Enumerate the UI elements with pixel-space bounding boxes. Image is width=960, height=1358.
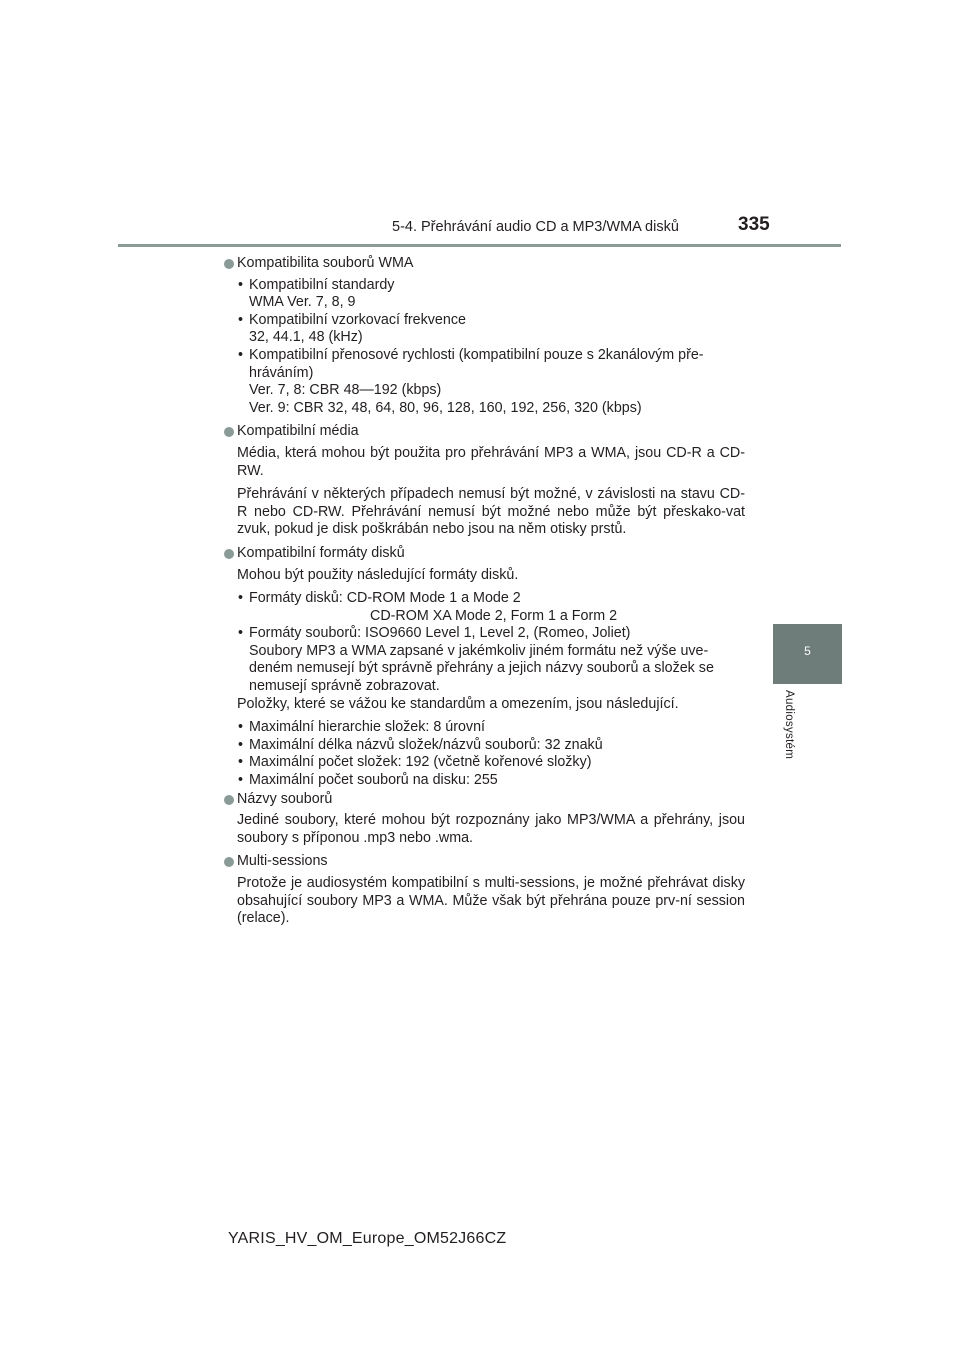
section-heading: Kompatibilita souborů WMA [237,255,414,271]
paragraph: Položky, které se vážou ke standardům a omezením, jsou následující. [237,695,679,712]
bullet-dot-icon [224,795,234,805]
document-code: YARIS_HV_OM_Europe_OM52J66CZ [228,1230,507,1247]
list-detail: deném nemusejí být správně přehrány a jejich názvy souborů a složek se [249,660,714,677]
page-number: 335 [738,214,770,235]
section-title: 5-4. Přehrávání audio CD a MP3/WMA disků [392,219,679,235]
multi-section [223,853,745,871]
section-heading: Kompatibilní formáty disků [237,544,405,561]
list-detail: Ver. 7, 8: CBR 48—192 (kbps) [249,382,442,399]
media-section [223,423,745,441]
paragraph: Média, která mohou být použita pro přehrávání MP3 a WMA, jsou CD-R a CD-RW. [237,444,745,479]
page-content [223,255,745,928]
section-heading: Kompatibilní média [237,423,359,440]
list-item: • Formáty disků: CD-ROM Mode 1 a Mode 2 [238,590,521,607]
list-item: • Kompatibilní přenosové rychlosti (kompatibilní pouze s 2kanálovým pře- [238,346,704,363]
paragraph: Mohou být použity následující formáty disků. [237,566,519,583]
paragraph: Jediné soubory, které mohou být rozpoznány jako MP3/WMA a přehrány, jsou soubory s příponou .mp3 nebo .wma. [237,812,745,846]
names-section [223,791,745,809]
list-detail: 32, 44.1, 48 (kHz) [249,329,363,346]
list-detail: WMA Ver. 7, 8, 9 [249,294,356,311]
bullet-dot-icon [224,549,234,559]
list-item: • Kompatibilní standardy [238,276,395,293]
bullet-dot-icon [224,259,234,269]
paragraph: Protože je audiosystém kompatibilní s multi-sessions, je možné přehrávat disky obsahující soubory MP3 a WMA. Může však být přehrána pouze prv-ní session (relace). [237,875,745,927]
list-detail: hráváním) [249,364,314,381]
paragraph: Přehrávání v některých případech nemusí být možné, v závislosti na stavu CD-R nebo CD-RW. Přehrávání nemusí být možné nebo může být přeskako-vat zvuk, pokud je disk poškrábán nebo jsou na něm otisky prstů. [237,486,745,538]
list-item: • Maximální délka názvů složek/názvů souborů: 32 znaků [238,736,603,753]
chapter-number: 5 [804,644,811,658]
section-heading: Názvy souborů [237,790,333,807]
list-detail: CD-ROM XA Mode 2, Form 1 a Form 2 [370,607,618,624]
list-detail: nemusejí správně zobrazovat. [249,678,440,695]
chapter-label: Audiosystém [783,690,795,760]
section-heading: Multi-sessions [237,853,328,870]
list-item: • Maximální hierarchie složek: 8 úrovní [238,719,485,736]
list-detail: Soubory MP3 a WMA zapsané v jakémkoliv jiném formátu než výše uve- [249,642,709,659]
limits-list [223,719,745,789]
list-detail: Ver. 9: CBR 32, 48, 64, 80, 96, 128, 160, 192, 256, 320 (kbps) [249,399,642,416]
list-item: • Maximální počet složek: 192 (včetně kořenové složky) [238,754,592,771]
chapter-tab [773,624,842,684]
list-item: • Formáty souborů: ISO9660 Level 1, Level 2, (Romeo, Joliet) [238,625,631,642]
formats-section [223,545,745,563]
list-item: • Maximální počet souborů na disku: 255 [238,772,498,789]
formats-list [223,590,745,696]
list-item: • Kompatibilní vzorkovací frekvence [238,311,466,328]
wma-list [223,277,745,418]
wma-section [223,255,745,273]
header-rule [118,244,841,247]
